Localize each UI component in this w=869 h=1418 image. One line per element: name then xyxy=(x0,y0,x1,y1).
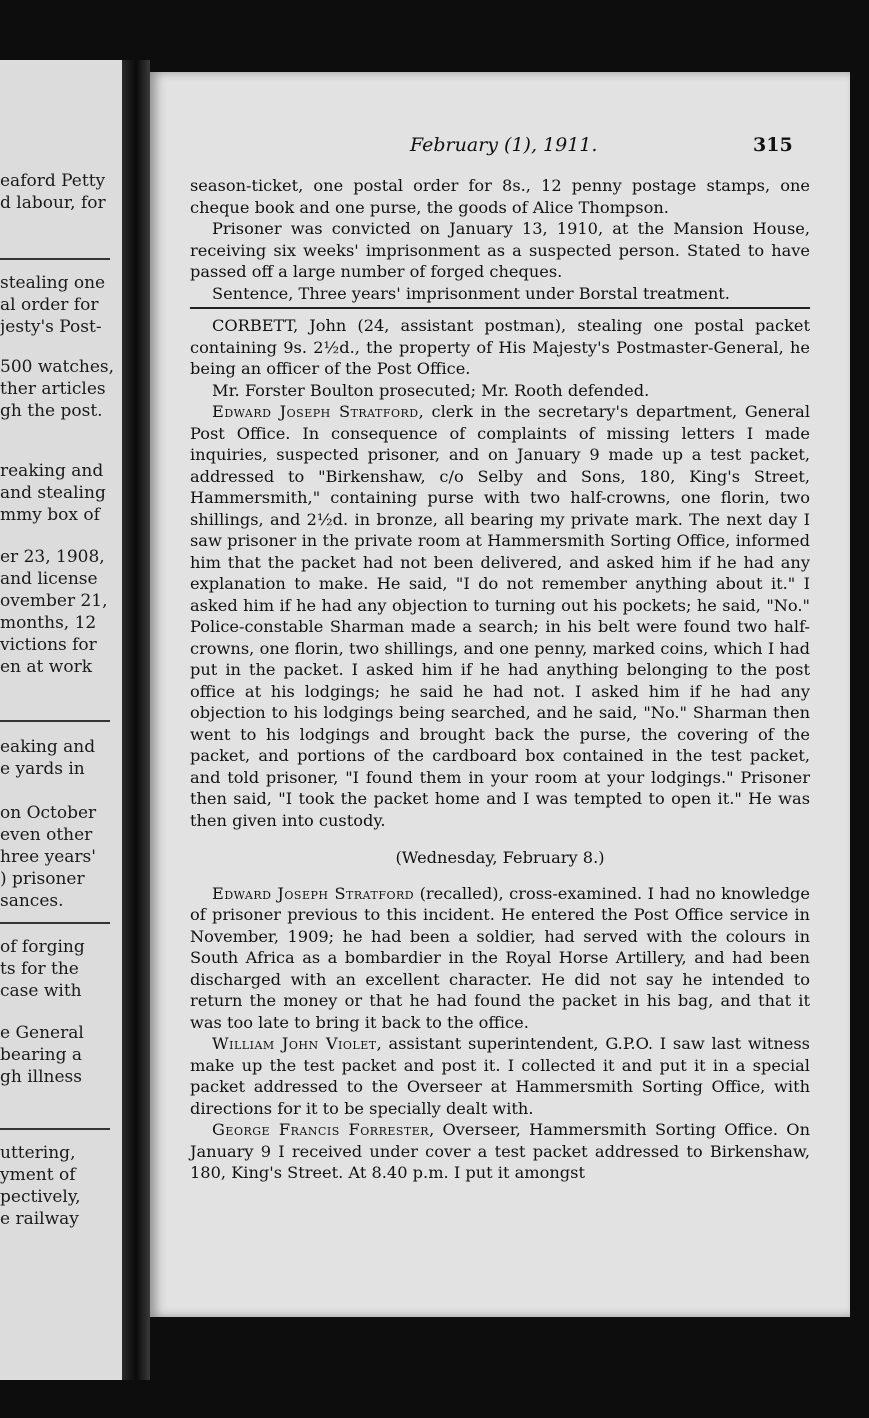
testimony-text: , Overseer, Hammersmith Sorting Office. On January 9 I received under cover a test packet addressed to Birkenshaw, 180, King's Street. At 8.40 p.m. I put it amongst xyxy=(190,1120,810,1182)
left-line: and stealing xyxy=(0,483,106,503)
witness-name: William John Violet xyxy=(212,1034,377,1053)
left-line: al order for xyxy=(0,295,99,315)
left-line: en at work xyxy=(0,657,92,677)
left-line: gh illness xyxy=(0,1067,83,1087)
left-line: er 23, 1908, xyxy=(0,547,105,567)
section-divider xyxy=(190,307,810,309)
counsel-paragraph: Mr. Forster Boulton prosecuted; Mr. Rooth defended. xyxy=(212,380,650,400)
running-header xyxy=(150,134,850,162)
sentence-paragraph: Sentence, Three years' imprisonment under Borstal treatment. xyxy=(212,283,730,303)
witness-name: Edward Joseph Stratford xyxy=(212,402,419,421)
header-title: February (1), 1911. xyxy=(410,134,598,156)
left-line: 500 watches, xyxy=(0,357,115,377)
left-divider xyxy=(0,922,110,924)
left-line: ts for the xyxy=(0,959,79,979)
body-text xyxy=(190,175,810,1184)
left-line: uttering, xyxy=(0,1143,76,1163)
left-line: ovember 21, xyxy=(0,591,108,611)
right-page xyxy=(150,72,850,1317)
testimony-paragraph xyxy=(190,401,810,831)
left-line: case with xyxy=(0,981,82,1001)
paragraph: Prisoner was convicted on January 13, 1910, at the Mansion House, receiving six weeks' imprisonment as a suspected person. Stated to have passed off a large number of forged cheques. xyxy=(190,219,810,281)
paragraph: season-ticket, one postal order for 8s., 12 penny postage stamps, one cheque book and one purse, the goods of Alice Thompson. xyxy=(190,176,810,217)
testimony-text: , assistant superintendent, G.P.O. I saw last witness make up the test packet and post it. I collected it and put it in a special packet addressed to the Overseer at Hammersmith Sorting Office, with directions for it to be specially dealt with. xyxy=(190,1034,810,1118)
left-line: reaking and xyxy=(0,461,104,481)
page-number: 315 xyxy=(753,134,793,156)
left-line: ther articles xyxy=(0,379,106,399)
witness-name: George Francis Forrester xyxy=(212,1120,430,1139)
testimony-text: (recalled), cross-examined. I had no knowledge of prisoner previous to this incident. He entered the Post Office service in November, 1909; he had been a soldier, had served with the colours in South Africa as a bombardier in the Royal Horse Artillery, and had been discharged with an excellent character. He did not say he intended to return the money or that he had found the packet in his bag, and that it was too late to bring it back to the office. xyxy=(190,883,811,1032)
left-line: victions for xyxy=(0,635,97,655)
left-line: gh the post. xyxy=(0,401,103,421)
left-line: e yards in xyxy=(0,759,85,779)
left-line: yment of xyxy=(0,1165,76,1185)
left-line: stealing one xyxy=(0,273,106,293)
left-line: sances. xyxy=(0,891,64,911)
testimony-paragraph xyxy=(190,1119,810,1184)
testimony-paragraph xyxy=(190,883,810,1034)
testimony-paragraph xyxy=(190,1033,810,1119)
left-line: hree years' xyxy=(0,847,96,867)
date-heading: (Wednesday, February 8.) xyxy=(395,848,605,867)
left-line: on October xyxy=(0,803,97,823)
left-line: of forging xyxy=(0,937,85,957)
left-line: e railway xyxy=(0,1209,79,1229)
witness-name: Edward Joseph Stratford xyxy=(212,883,415,903)
left-line: eaford Petty xyxy=(0,171,106,191)
left-line: jesty's Post- xyxy=(0,317,102,337)
left-divider xyxy=(0,1128,110,1130)
left-line: even other xyxy=(0,825,93,845)
left-line: and license xyxy=(0,569,98,589)
case-heading-paragraph: CORBETT, John (24, assistant postman), stealing one postal packet containing 9s. 2½d., the property of His Majesty's Postmaster-General, he being an officer of the Post Office. xyxy=(190,316,810,378)
left-line: months, 12 xyxy=(0,613,97,633)
left-page xyxy=(0,60,125,1380)
left-line: d labour, for xyxy=(0,193,106,213)
left-line: bearing a xyxy=(0,1045,83,1065)
left-line: mmy box of xyxy=(0,505,100,525)
book-gutter xyxy=(122,60,150,1380)
left-divider xyxy=(0,258,110,260)
left-line: eaking and xyxy=(0,737,96,757)
left-divider xyxy=(0,720,110,722)
left-line: e General xyxy=(0,1023,84,1043)
testimony-text: , clerk in the secretary's department, General Post Office. In consequence of complaints of missing letters I made inquiries, suspected prisoner, and on January 9 made up a test packet, addressed to "Birkenshaw, c/o Selby and Sons, 180, King's Street, Hammersmith," containing purse with two half-crowns, one florin, two shillings, and 2½d. in bronze, all bearing my private mark. The next day I saw prisoner in the private room at Hammersmith Sorting Office, informed him that the packet had not been delivered, and asked him if he had any explanation to make. He said, "I do not remember anything about it." I asked him if he had any objection to turning out his pockets; he said, "No." Police-constable Sharman made a search; in his belt were found two half-crowns, one florin, two shillings, and one penny, marked coins, which I had put in the packet. I asked him if he had anything belonging to the post office at his lodgings; he said he had not. I asked him if he had any objection to his lodgings being searched, and he said, "No." Sharman then went to his lodgings and brought back the purse, the covering of the packet, and portions of the cardboard box contained in the test packet, and told prisoner, "I found them in your room at your lodgings." Prisoner then said, "I took the packet home and I was tempted to open it." He was then given into custody. xyxy=(190,402,811,830)
left-line: ) prisoner xyxy=(0,869,85,889)
left-line: pectively, xyxy=(0,1187,81,1207)
